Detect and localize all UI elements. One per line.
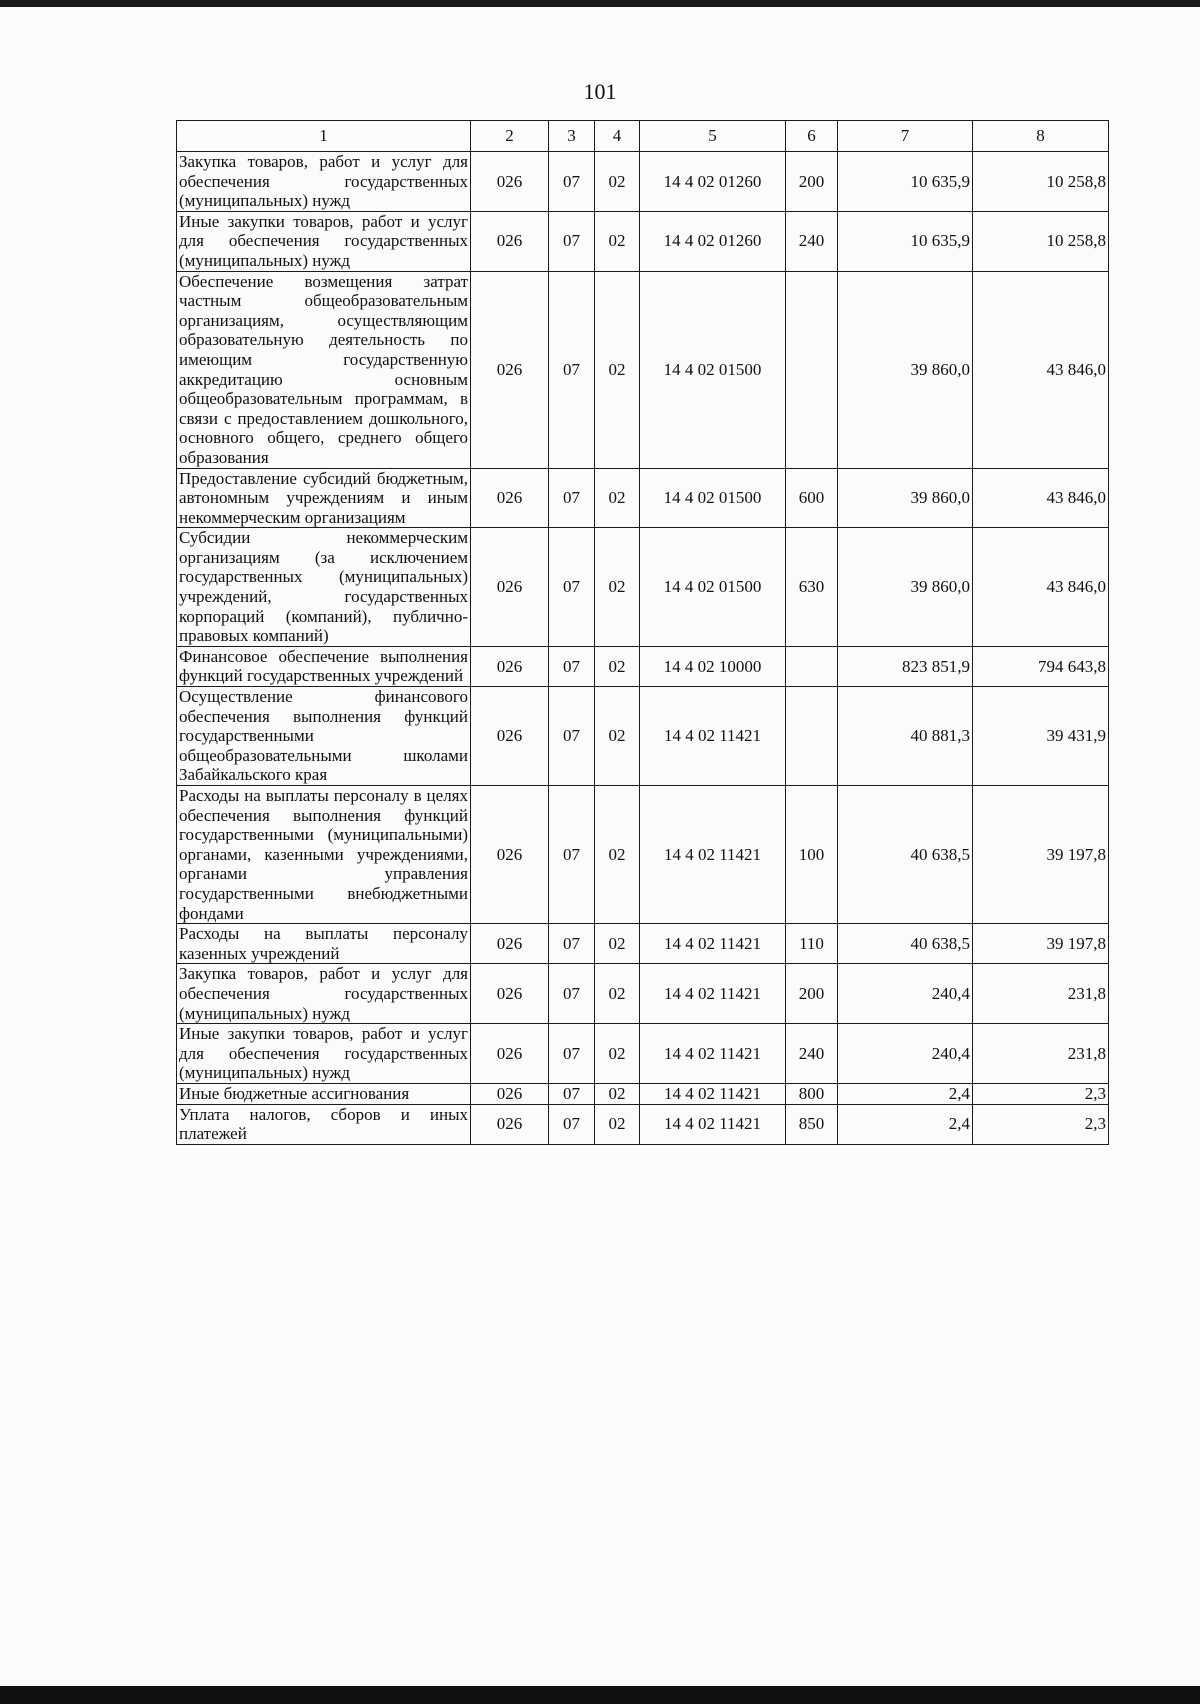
cell-expense-type: 630: [786, 528, 838, 647]
cell-amount-2: 39 431,9: [973, 687, 1109, 786]
cell-subsection: 02: [595, 211, 640, 271]
page-number: 101: [583, 79, 617, 104]
cell-ministry-code: 026: [471, 687, 549, 786]
cell-section: 07: [549, 528, 595, 647]
cell-section: 07: [549, 924, 595, 964]
cell-amount-1: 2,4: [838, 1104, 973, 1144]
cell-expense-type: 200: [786, 964, 838, 1024]
scan-edge-bottom: [0, 1686, 1200, 1704]
table-row: [177, 271, 1109, 468]
cell-target-article: 14 4 02 01500: [640, 468, 786, 528]
cell-section: 07: [549, 786, 595, 924]
cell-subsection: 02: [595, 924, 640, 964]
cell-expense-type: [786, 646, 838, 686]
cell-amount-2: 10 258,8: [973, 211, 1109, 271]
cell-amount-2: 231,8: [973, 1024, 1109, 1084]
cell-expense-type: 600: [786, 468, 838, 528]
cell-target-article: 14 4 02 11421: [640, 1104, 786, 1144]
table-row: [177, 646, 1109, 686]
cell-target-article: 14 4 02 11421: [640, 687, 786, 786]
cell-amount-2: 10 258,8: [973, 152, 1109, 212]
cell-amount-2: 231,8: [973, 964, 1109, 1024]
cell-section: 07: [549, 271, 595, 468]
header-cell-3: 3: [549, 121, 595, 152]
cell-section: 07: [549, 1104, 595, 1144]
cell-ministry-code: 026: [471, 468, 549, 528]
cell-amount-1: 2,4: [838, 1083, 973, 1104]
cell-ministry-code: 026: [471, 528, 549, 647]
cell-section: 07: [549, 211, 595, 271]
table-row: [177, 1083, 1109, 1104]
cell-target-article: 14 4 02 11421: [640, 1083, 786, 1104]
cell-ministry-code: 026: [471, 152, 549, 212]
cell-ministry-code: 026: [471, 786, 549, 924]
scan-edge-top: [0, 0, 1200, 7]
cell-subsection: 02: [595, 271, 640, 468]
cell-expense-type: 200: [786, 152, 838, 212]
header-cell-7: 7: [838, 121, 973, 152]
cell-target-article: 14 4 02 11421: [640, 786, 786, 924]
cell-target-article: 14 4 02 11421: [640, 924, 786, 964]
table-row: [177, 924, 1109, 964]
cell-amount-1: 240,4: [838, 964, 973, 1024]
cell-expense-type: 240: [786, 211, 838, 271]
cell-ministry-code: 026: [471, 271, 549, 468]
row-description: Уплата налогов, сборов и иных платежей: [177, 1104, 471, 1144]
cell-target-article: 14 4 02 01500: [640, 271, 786, 468]
header-row: [177, 121, 1109, 152]
cell-section: 07: [549, 1083, 595, 1104]
row-description: Предоставление субсидий бюджетным, автономным учреждениям и иным некоммерческим организациям: [177, 468, 471, 528]
row-description: Закупка товаров, работ и услуг для обеспечения государственных (муниципальных) нужд: [177, 152, 471, 212]
cell-amount-2: 43 846,0: [973, 271, 1109, 468]
cell-ministry-code: 026: [471, 924, 549, 964]
table-row: [177, 152, 1109, 212]
header-cell-8: 8: [973, 121, 1109, 152]
cell-amount-2: 794 643,8: [973, 646, 1109, 686]
cell-subsection: 02: [595, 528, 640, 647]
table-row: [177, 1104, 1109, 1144]
cell-expense-type: 110: [786, 924, 838, 964]
cell-section: 07: [549, 152, 595, 212]
table-row: [177, 786, 1109, 924]
cell-subsection: 02: [595, 1024, 640, 1084]
table-row: [177, 687, 1109, 786]
cell-amount-1: 240,4: [838, 1024, 973, 1084]
cell-expense-type: [786, 687, 838, 786]
cell-amount-1: 40 881,3: [838, 687, 973, 786]
row-description: Осуществление финансового обеспечения выполнения функций государственными общеобразовательными школами Забайкальского края: [177, 687, 471, 786]
cell-amount-1: 39 860,0: [838, 468, 973, 528]
cell-amount-1: 40 638,5: [838, 786, 973, 924]
cell-target-article: 14 4 02 01260: [640, 152, 786, 212]
row-description: Обеспечение возмещения затрат частным общеобразовательным организациям, осуществляющим образовательную деятельность по имеющим государственную аккредитацию основным общеобразовательным программам, в связи с предоставлением дошкольного, основного общего, среднего общего образования: [177, 271, 471, 468]
cell-subsection: 02: [595, 468, 640, 528]
cell-target-article: 14 4 02 11421: [640, 1024, 786, 1084]
cell-amount-1: 40 638,5: [838, 924, 973, 964]
row-description: Закупка товаров, работ и услуг для обеспечения государственных (муниципальных) нужд: [177, 964, 471, 1024]
cell-expense-type: 240: [786, 1024, 838, 1084]
header-cell-1: 1: [177, 121, 471, 152]
cell-section: 07: [549, 468, 595, 528]
cell-amount-2: 43 846,0: [973, 528, 1109, 647]
row-description: Финансовое обеспечение выполнения функций государственных учреждений: [177, 646, 471, 686]
header-cell-5: 5: [640, 121, 786, 152]
cell-amount-1: 823 851,9: [838, 646, 973, 686]
table-row: [177, 964, 1109, 1024]
row-description: Иные бюджетные ассигнования: [177, 1083, 471, 1104]
cell-amount-2: 43 846,0: [973, 468, 1109, 528]
row-description: Иные закупки товаров, работ и услуг для обеспечения государственных (муниципальных) нужд: [177, 1024, 471, 1084]
row-description: Расходы на выплаты персоналу казенных учреждений: [177, 924, 471, 964]
budget-table: [176, 120, 1109, 1145]
table-row: [177, 528, 1109, 647]
cell-amount-1: 39 860,0: [838, 271, 973, 468]
cell-subsection: 02: [595, 1083, 640, 1104]
cell-amount-2: 39 197,8: [973, 924, 1109, 964]
cell-ministry-code: 026: [471, 646, 549, 686]
cell-amount-2: 39 197,8: [973, 786, 1109, 924]
cell-amount-1: 10 635,9: [838, 211, 973, 271]
table-row: [177, 211, 1109, 271]
cell-subsection: 02: [595, 1104, 640, 1144]
cell-amount-1: 39 860,0: [838, 528, 973, 647]
cell-expense-type: 850: [786, 1104, 838, 1144]
cell-ministry-code: 026: [471, 1024, 549, 1084]
row-description: Субсидии некоммерческим организациям (за исключением государственных (муниципальных) учреждений, государственных корпораций (компаний), публично-правовых компаний): [177, 528, 471, 647]
cell-target-article: 14 4 02 01260: [640, 211, 786, 271]
row-description: Расходы на выплаты персоналу в целях обеспечения выполнения функций государственными (муниципальными) органами, казенными учреждениями, органами управления государственными внебюджетными фондами: [177, 786, 471, 924]
header-cell-6: 6: [786, 121, 838, 152]
cell-subsection: 02: [595, 646, 640, 686]
cell-section: 07: [549, 964, 595, 1024]
cell-amount-1: 10 635,9: [838, 152, 973, 212]
cell-expense-type: 100: [786, 786, 838, 924]
row-description: Иные закупки товаров, работ и услуг для обеспечения государственных (муниципальных) нужд: [177, 211, 471, 271]
cell-amount-2: 2,3: [973, 1083, 1109, 1104]
cell-subsection: 02: [595, 152, 640, 212]
cell-target-article: 14 4 02 11421: [640, 964, 786, 1024]
cell-ministry-code: 026: [471, 211, 549, 271]
cell-section: 07: [549, 1024, 595, 1084]
cell-expense-type: [786, 271, 838, 468]
cell-target-article: 14 4 02 01500: [640, 528, 786, 647]
cell-ministry-code: 026: [471, 1104, 549, 1144]
cell-expense-type: 800: [786, 1083, 838, 1104]
cell-subsection: 02: [595, 964, 640, 1024]
cell-section: 07: [549, 646, 595, 686]
cell-subsection: 02: [595, 786, 640, 924]
cell-ministry-code: 026: [471, 1083, 549, 1104]
table-row: [177, 468, 1109, 528]
cell-amount-2: 2,3: [973, 1104, 1109, 1144]
cell-ministry-code: 026: [471, 964, 549, 1024]
table-row: [177, 1024, 1109, 1084]
cell-subsection: 02: [595, 687, 640, 786]
header-cell-2: 2: [471, 121, 549, 152]
cell-section: 07: [549, 687, 595, 786]
cell-target-article: 14 4 02 10000: [640, 646, 786, 686]
header-cell-4: 4: [595, 121, 640, 152]
